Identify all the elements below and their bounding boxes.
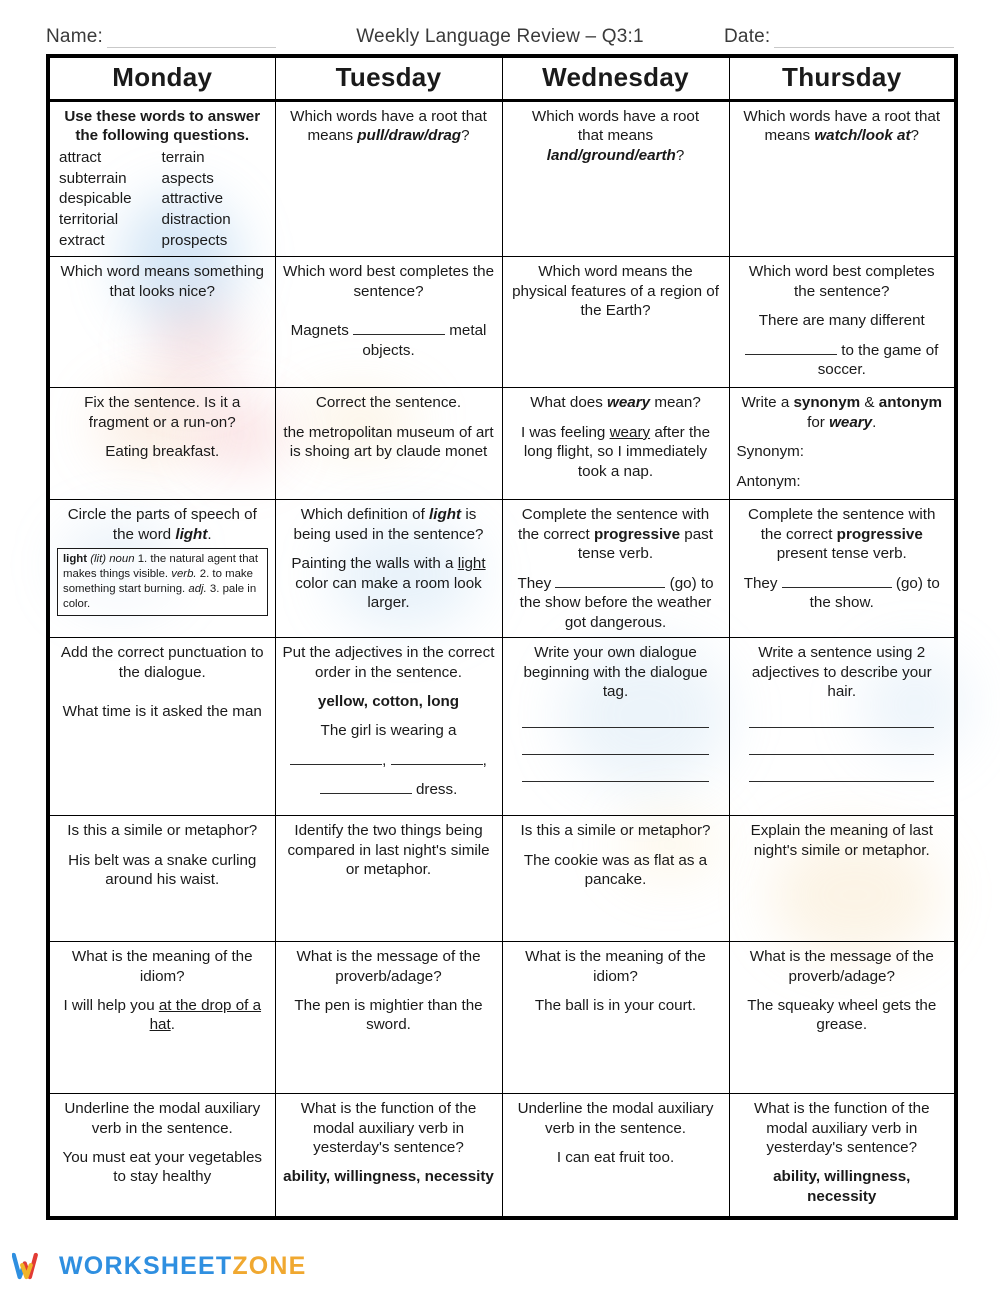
question-text: What is the meaning of the idiom? — [71, 948, 253, 985]
date-label: Date: — [724, 26, 771, 47]
question-text: Identify the two things being compared in last night's simile or metaphor. — [287, 822, 490, 878]
dictionary-headword: light — [63, 553, 88, 566]
name-write-line[interactable] — [107, 33, 276, 48]
cell-wednesday-4[interactable] — [502, 500, 729, 638]
table-header-row — [48, 56, 956, 101]
question-text: Which words have a root — [290, 108, 458, 125]
question-text: Which word means the physical features of a region of the Earth? — [512, 263, 719, 320]
answer-blank[interactable] — [782, 587, 892, 588]
wordbank-word: aspects — [161, 169, 214, 187]
writing-line[interactable] — [522, 764, 709, 782]
cell-tuesday-1[interactable] — [275, 101, 502, 257]
cell-wednesday-2[interactable] — [502, 257, 729, 388]
sentence-text: after the long flight, so I immediately took a nap. — [523, 423, 711, 480]
wordbank-word: distraction — [161, 211, 231, 229]
cell-thursday-3[interactable] — [729, 388, 956, 500]
question-text: Complete the sentence with the correct — [517, 506, 710, 543]
question-text: ? — [461, 127, 470, 145]
question-text: Write a — [741, 394, 794, 412]
sentence-text: His belt was a snake curling around his waist. — [68, 851, 257, 888]
question-text: & — [860, 394, 879, 412]
synonym-label: Synonym: — [736, 443, 805, 461]
question-text: . — [872, 413, 877, 431]
writing-line[interactable] — [749, 764, 934, 782]
question-text: Is this a simile or metaphor? — [67, 822, 258, 840]
antonym-label: Antonym: — [736, 472, 801, 490]
sentence-text: Painting the walls with a — [291, 555, 458, 573]
brand-wordmark — [59, 1252, 307, 1281]
adjective-list: yellow, cotton, long — [317, 692, 460, 710]
emphasis-text: light — [429, 506, 462, 524]
brand-zone: ZONE — [232, 1251, 307, 1280]
emphasis-text: weary — [829, 413, 873, 431]
page-title: Weekly Language Review – Q3:1 — [356, 26, 644, 47]
sentence-text: The squeaky wheel gets the grease. — [747, 996, 937, 1034]
wordbank-word: extract — [59, 231, 105, 249]
writing-line[interactable] — [749, 710, 934, 728]
cell-monday-4[interactable] — [48, 500, 275, 638]
sentence-text: soccer. — [817, 361, 866, 379]
cell-monday-1[interactable] — [48, 101, 275, 257]
cell-thursday-5[interactable] — [729, 638, 956, 816]
wordbank-word: prospects — [161, 231, 228, 249]
date-write-line[interactable] — [774, 33, 954, 48]
question-text: Is this a simile or metaphor? — [520, 822, 711, 840]
question-text: Which words have a root — [743, 108, 911, 125]
sentence-text: dress. — [415, 781, 458, 799]
dictionary-part-of-speech: adj. — [188, 583, 207, 596]
underlined-word: weary — [609, 423, 651, 441]
sentence-text: . — [170, 1016, 175, 1034]
cell-tuesday-6[interactable] — [275, 816, 502, 942]
answer-blank[interactable] — [391, 764, 483, 765]
question-text: Write a sentence using 2 adjectives to describe your hair. — [751, 644, 932, 700]
question-text: ? — [910, 127, 919, 145]
question-text: present tense verb. — [776, 545, 907, 563]
table-row — [48, 101, 956, 257]
question-text: mean? — [650, 394, 701, 412]
dictionary-part-of-speech: noun — [109, 553, 135, 566]
answer-text: ability, willingness, necessity — [773, 1168, 911, 1205]
question-text: What is the message of the proverb/adage? — [296, 948, 481, 985]
table-row — [48, 638, 956, 816]
answer-blank[interactable] — [745, 354, 837, 355]
underlined-word: light — [457, 555, 486, 573]
question-text: Which definition of — [300, 506, 430, 524]
writing-line[interactable] — [522, 710, 709, 728]
question-text: Fix the sentence. Is it a fragment or a run-on? — [84, 394, 241, 431]
wordbank — [57, 148, 268, 251]
emphasis-text: land/ground/earth — [546, 146, 676, 164]
worksheetzone-logo-icon — [12, 1251, 46, 1281]
cell-tuesday-7[interactable] — [275, 942, 502, 1094]
cell-wednesday-1[interactable] — [502, 101, 729, 257]
emphasis-text: light — [175, 525, 208, 543]
date-field[interactable] — [724, 26, 954, 48]
question-text: What is the message of the proverb/adage? — [749, 948, 934, 985]
sentence-text: I was feeling — [520, 423, 610, 441]
dictionary-definition: 3. pale in color. — [63, 583, 257, 611]
wordbank-title: Use these words to answer the following questions. — [64, 108, 261, 144]
table-row — [48, 388, 956, 500]
question-text: Circle the parts of speech of the word — [67, 506, 257, 543]
bold-text: progressive — [593, 525, 681, 543]
answer-blank[interactable] — [555, 587, 665, 588]
wordbank-word: territorial — [59, 211, 119, 229]
cell-monday-5[interactable] — [48, 638, 275, 816]
sentence-text: (go) to the show before the weather got dangerous. — [519, 574, 714, 631]
dictionary-entry-box — [57, 548, 268, 616]
name-label: Name: — [46, 26, 103, 47]
sentence-text: They — [743, 574, 782, 592]
question-text: past tense verb. — [577, 525, 713, 563]
question-text: Underline the modal auxiliary verb in the sentence. — [64, 1100, 261, 1137]
question-text: What is the function of the modal auxiliary verb in yesterday's sentence? — [753, 1100, 930, 1156]
dictionary-definition: 1. the natural agent that makes things visible. — [63, 553, 259, 581]
question-text: that means — [764, 108, 941, 145]
question-text: Complete the sentence with the correct — [748, 506, 936, 543]
cell-monday-8[interactable] — [48, 1094, 275, 1218]
answer-blank[interactable] — [320, 793, 412, 794]
writing-line[interactable] — [522, 737, 709, 755]
question-text: for — [807, 413, 830, 431]
cell-tuesday-3[interactable] — [275, 388, 502, 500]
dictionary-part-of-speech: verb. — [171, 568, 197, 581]
worksheet-header — [46, 26, 954, 48]
table-row — [48, 816, 956, 942]
bold-text: progressive — [836, 525, 923, 543]
brand-worksheet: WORKSHEET — [59, 1251, 233, 1280]
sentence-text: color can make a room look larger. — [295, 574, 482, 612]
wordbank-word: attract — [59, 149, 102, 166]
cell-wednesday-5[interactable] — [502, 638, 729, 816]
cell-tuesday-5[interactable]: Put the adjectives in the correct order in the sentence. yellow, cotton, long The girl is wearing a , , dress. — [275, 638, 502, 816]
underlined-phrase: at the drop of a hat — [149, 996, 262, 1034]
cell-thursday-7[interactable] — [729, 942, 956, 1094]
bold-text: synonym — [793, 394, 861, 412]
sentence-text: The girl is wearing a — [320, 722, 457, 740]
dictionary-definition: 2. to make something start burning. — [63, 568, 253, 596]
cell-wednesday-6[interactable] — [502, 816, 729, 942]
table-row — [48, 257, 956, 388]
wordbank-word: terrain — [161, 149, 205, 166]
question-text: Add the correct punctuation to the dialogue. — [60, 644, 264, 681]
cell-tuesday-4[interactable] — [275, 500, 502, 638]
wordbank-word: attractive — [161, 190, 224, 208]
column-header-tuesday: Tuesday — [275, 56, 502, 101]
name-field[interactable] — [46, 26, 276, 48]
sentence-text: to the game of — [837, 341, 939, 359]
question-text: Underline the modal auxiliary verb in the sentence. — [517, 1100, 714, 1137]
wordbank-column-right — [162, 148, 266, 251]
question-text: Which word best completes the sentence? — [282, 263, 495, 300]
question-text: Which word best completes the sentence? — [748, 263, 935, 300]
table-row — [48, 500, 956, 638]
question-text: Which word means something that looks nice? — [60, 263, 264, 300]
sentence-text: I can eat fruit too. — [556, 1148, 675, 1166]
sentence-text: You must eat your vegetables to stay healthy — [62, 1148, 263, 1186]
question-text: that means — [307, 108, 487, 145]
sentence-text: (go) to the show. — [809, 574, 940, 612]
cell-wednesday-3[interactable] — [502, 388, 729, 500]
cell-monday-2[interactable] — [48, 257, 275, 388]
column-header-wednesday: Wednesday — [502, 56, 729, 101]
wordbank-word: subterrain — [59, 169, 127, 187]
bold-text: antonym — [878, 394, 943, 412]
emphasis-text: weary — [607, 394, 651, 412]
question-text: Write your own dialogue beginning with the dialogue tag. — [523, 644, 708, 700]
cell-thursday-2[interactable] — [729, 257, 956, 388]
cell-tuesday-8[interactable] — [275, 1094, 502, 1218]
question-text: What is the meaning of the idiom? — [525, 948, 706, 985]
sentence-text: What time is it asked the man — [62, 702, 262, 720]
sentence-text: Eating breakfast. — [105, 443, 220, 461]
cell-monday-3[interactable] — [48, 388, 275, 500]
sentence-text: The ball is in your court. — [534, 996, 697, 1014]
answer-text: ability, willingness, necessity — [283, 1168, 494, 1186]
sentence-text: There are many different — [758, 312, 925, 330]
question-text: ? — [675, 146, 685, 164]
cell-monday-6[interactable] — [48, 816, 275, 942]
question-text: Correct the sentence. — [315, 394, 462, 412]
cell-thursday-6[interactable] — [729, 816, 956, 942]
question-text: is being used in the sentence? — [293, 506, 484, 543]
dictionary-pronunciation: (lit) — [90, 553, 107, 566]
column-header-monday: Monday — [48, 56, 275, 101]
cell-wednesday-8[interactable] — [502, 1094, 729, 1218]
sentence-text: The cookie was as flat as a pancake. — [523, 851, 708, 888]
cell-wednesday-7[interactable] — [502, 942, 729, 1094]
table-row — [48, 1094, 956, 1218]
wordbank-word: despicable — [59, 190, 132, 208]
cell-thursday-1[interactable] — [729, 101, 956, 257]
emphasis-text: pull/draw/drag — [357, 127, 462, 145]
sentence-text: the metropolitan museum of art is shoing art by claude monet — [283, 423, 494, 461]
question-text: Which words have a root — [531, 108, 700, 125]
question-text: Explain the meaning of last night's simile or metaphor. — [750, 822, 933, 859]
question-text: . — [207, 525, 212, 543]
cell-tuesday-2[interactable] — [275, 257, 502, 388]
sentence-text: They — [517, 574, 556, 592]
answer-blank[interactable] — [353, 334, 445, 335]
table-row — [48, 942, 956, 1094]
cell-monday-7[interactable] — [48, 942, 275, 1094]
wordbank-column-left — [59, 148, 132, 251]
sentence-text: I will help you — [63, 996, 159, 1014]
writing-line[interactable] — [749, 737, 934, 755]
column-header-thursday: Thursday — [729, 56, 956, 101]
sentence-text: metal objects. — [362, 322, 487, 359]
question-text: What is the function of the modal auxiliary verb in yesterday's sentence? — [300, 1100, 477, 1156]
site-branding[interactable] — [8, 1251, 307, 1281]
cell-thursday-8[interactable] — [729, 1094, 956, 1218]
sentence-text: Magnets — [290, 322, 354, 340]
weekly-review-table — [46, 54, 958, 1220]
sentence-text: The pen is mightier than the sword. — [294, 996, 483, 1034]
answer-blank[interactable] — [290, 764, 382, 765]
cell-thursday-4[interactable] — [729, 500, 956, 638]
emphasis-text: watch/look at — [814, 127, 911, 145]
question-text: What does — [530, 394, 608, 412]
question-text: that means — [577, 127, 654, 145]
question-text: Put the adjectives in the correct order in the sentence. — [282, 644, 495, 681]
